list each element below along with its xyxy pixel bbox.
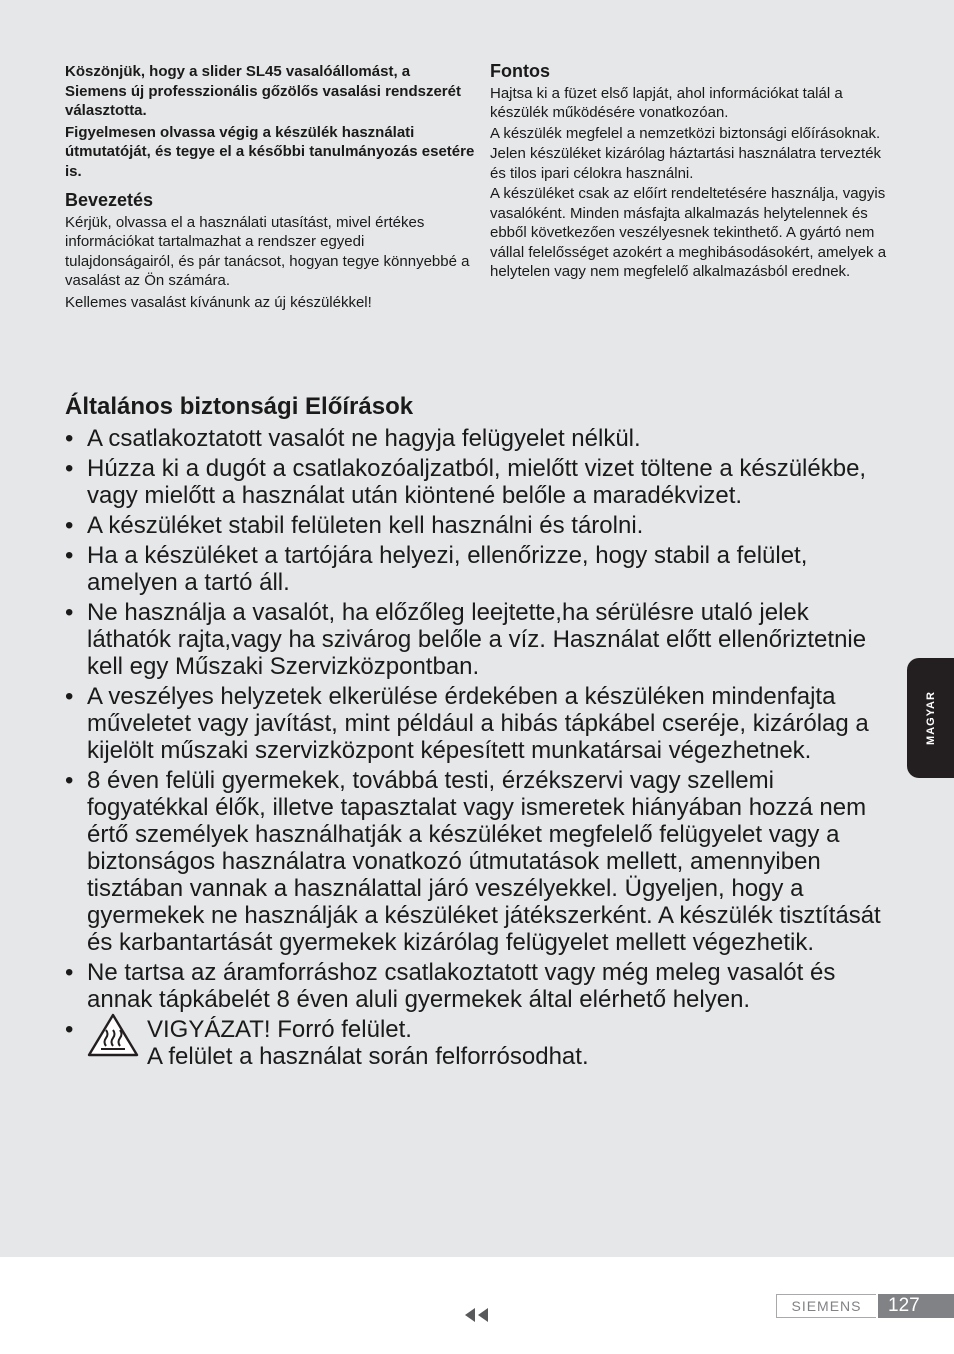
language-tab-label: MAGYAR: [924, 691, 937, 745]
bullet: •: [65, 455, 74, 482]
brand-label: SIEMENS: [776, 1294, 876, 1318]
safety-list: [65, 425, 895, 1070]
bullet: •: [65, 683, 74, 710]
list-item: [65, 425, 895, 452]
bevezetes-heading: Bevezetés: [65, 190, 154, 210]
fontos-paragraph-1: Hajtsa ki a füzet első lapját, ahol információkat talál a készülék működésére vonatkozóan.: [490, 84, 843, 121]
fontos-heading: Fontos: [490, 61, 550, 81]
fontos-paragraph-3: Jelen készüléket kizárólag háztartási használatra tervezték és tilos ipari célokra használni.: [490, 145, 882, 182]
safety-item-text: A készüléket stabil felületen kell használni és tárolni.: [87, 512, 644, 539]
list-item: [65, 455, 895, 509]
language-tab: [907, 658, 954, 778]
warning-line-1: VIGYÁZAT! Forró felület.: [147, 1016, 412, 1043]
safety-item-text: Ne tartsa az áramforráshoz csatlakoztatott vagy még meleg vasalót és annak tápkábelét 8 éven aluli gyermekek által elérhető helyen.: [87, 959, 836, 1013]
bullet: •: [65, 512, 74, 539]
bullet: •: [65, 599, 74, 626]
safety-item-text: 8 éven felüli gyermekek, továbbá testi, érzékszervi vagy szellemi fogyatékkal élők, illetve tapasztalat vagy ismeretek hiányában hozzá nem értő személyek használhatják a készüléket megfelelő felügyelet vagy a biztonságos használatra vonatkozó útmutatások mellett, amennyiben tisztában vannak a használattal járó veszélyekkel. Ügyeljen, hogy a gyermekek ne használják a készüléket játékszerként. A készülék tisztítását és karbantartását gyermekek kizárólag felügyelet mellett végezhetik.: [87, 767, 881, 956]
list-item: [65, 542, 895, 596]
page-number: 127: [878, 1294, 954, 1318]
hot-surface-warning-icon: [87, 1012, 139, 1058]
safety-item-text: Ha a készüléket a tartójára helyezi, ellenőrizze, hogy stabil a felület, amelyen a tartó áll.: [87, 542, 808, 596]
fontos-column: [490, 62, 900, 283]
intro-column: [65, 62, 475, 314]
bullet: •: [65, 767, 74, 794]
bullet: •: [65, 425, 74, 452]
bullet: •: [65, 542, 74, 569]
warning-item: [65, 1016, 895, 1070]
list-item: [65, 512, 895, 539]
list-item: [65, 959, 895, 1013]
bevezetes-paragraph-2: Kellemes vasalást kívánunk az új készülékkel!: [65, 293, 372, 311]
safety-item-text: Húzza ki a dugót a csatlakozóaljzatból, mielőtt vizet töltene a készülékbe, vagy mielőtt a használat után kiöntené belőle a maradékvizet.: [87, 455, 867, 509]
safety-item-text: A csatlakoztatott vasalót ne hagyja felügyelet nélkül.: [87, 425, 641, 452]
double-left-arrow-icon[interactable]: [463, 1306, 493, 1324]
warning-text: [147, 1016, 589, 1070]
list-item: [65, 767, 895, 956]
bullet: •: [65, 1016, 74, 1043]
fontos-paragraph-4: A készüléket csak az előírt rendeltetésére használja, vagyis vasalóként. Minden másfajta alkalmazás helytelennek és ebből következően veszélyesnek tekinthető. A gyártó nem vállal felelősséget azokért a meghibásodásokért, amelyek a helytelen vagy nem megfelelő alkalmazásból erednek.: [490, 185, 887, 280]
fontos-paragraph-2: A készülék megfelel a nemzetközi biztonsági előírásoknak.: [490, 124, 881, 142]
safety-section: [65, 393, 895, 1073]
safety-title: Általános biztonsági Előírások: [65, 393, 414, 420]
bullet: •: [65, 959, 74, 986]
bevezetes-paragraph-1: Kérjük, olvassa el a használati utasítást, mivel értékes információkat tartalmazhat a rendszer egyedi tulajdonságairól, és pár tanácsot, hogyan tegye könnyebbé a vasalást az Ön számára.: [65, 213, 470, 289]
intro-read-carefully: Figyelmesen olvassa végig a készülék használati útmutatóját, és tegye el a későbbi tanulmányozás esetére is.: [65, 123, 475, 180]
safety-item-text: A veszélyes helyzetek elkerülése érdekében a készüléken mindenfajta műveletet vagy javítást, mint például a hibás tápkábel cseréje, kizárólag a kijelölt műszaki szervizközpont képesített munkatársai végezhetnek.: [87, 683, 869, 764]
warning-row: [87, 1016, 895, 1070]
safety-item-text: Ne használja a vasalót, ha előzőleg leejtette,ha sérülésre utaló jelek láthatók rajta,vagy ha szivárog belőle a víz. Használat előtt ellenőriztetnie kell egy Műszaki Szervizközpontban.: [87, 599, 867, 680]
intro-thanks: Köszönjük, hogy a slider SL45 vasalóállomást, a Siemens új professzionális gőzölős vasalási rendszerét választotta.: [65, 63, 461, 119]
list-item: [65, 599, 895, 680]
warning-line-2: A felület a használat során felforrósodhat.: [147, 1043, 589, 1070]
list-item: [65, 683, 895, 764]
